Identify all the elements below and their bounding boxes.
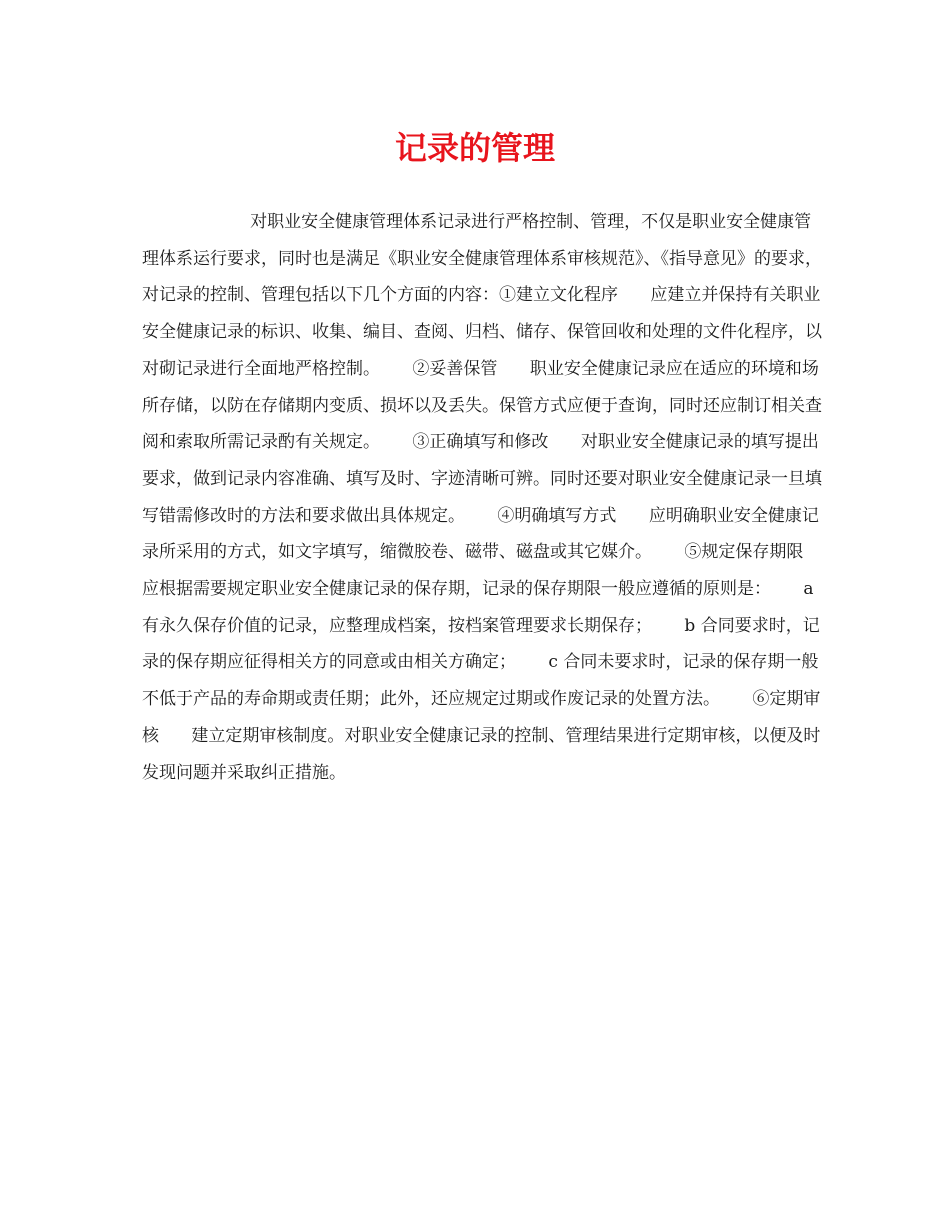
document-title: 记录的管理 bbox=[394, 129, 555, 167]
document-body-paragraph: 对职业安全健康管理体系记录进行严格控制、管理，不仅是职业安全健康管理体系运行要求，同时也是满足《职业安全健康管理体系审核规范》、《指导意见》的要求，对记录的控制、管理包括以下几个方面的内容：①建立文化程序 应建立并保持有关职业安全健康记录的标识、收集、编目、查阅、归档、储存、保管回收和处理的文件化程序，以对砌记录进行全面地严格控制。 ②妥善保管 职业安全健康记录应在适应的环境和场所存储，以防在存储期内变质、损坏以及丢失。保管方式应便于查询，同时还应制订相关查阅和索取所需记录酌有关规定。 ③正确填写和修改 对职业安全健康记录的填写提出要求，做到记录内容准确、填写及时、字迹清晰可辨。同时还要对职业安全健康记录一旦填写错需修改时的方法和要求做出具体规定。 ④明确填写方式 应明确职业安全健康记录所采用的方式，如文字填写，缩微胶卷、磁带、磁盘或其它媒介。 ⑤规定保存期限 应根据需要规定职业安全健康记录的保存期，记录的保存期限一般应遵循的原则是： a 有永久保存价值的记录，应整理成档案，按档案管理要求长期保存； b 合同要求时，记录的保存期应征得相关方的同意或由相关方确定； c 合同未要求时，记录的保存期一般不低于产品的寿命期或责任期；此外，还应规定过期或作废记录的处置方法。 ⑥定期审核 建立定期审核制度。对职业安全健康记录的控制、管理结果进行定期审核，以便及时发现问题并采取纠正措施。 bbox=[142, 212, 836, 783]
